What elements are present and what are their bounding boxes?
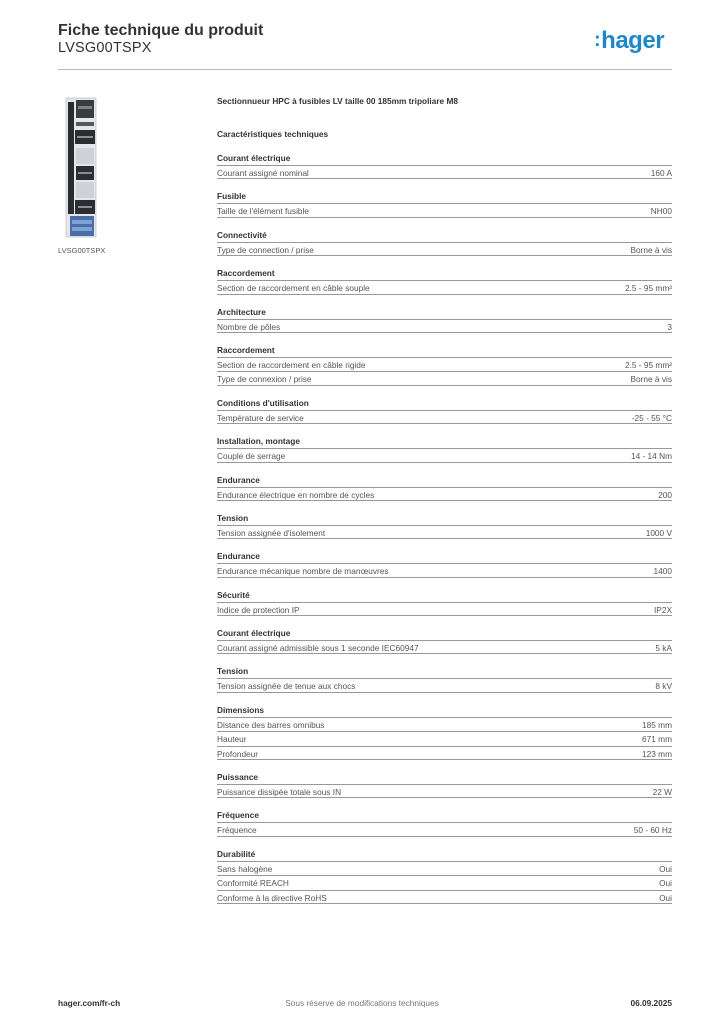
spec-label: Type de connexion / prise xyxy=(217,374,312,385)
spec-label: Sans halogène xyxy=(217,863,273,874)
spec-row xyxy=(217,563,672,577)
spec-label: Courant assigné nominal xyxy=(217,168,309,178)
spec-group xyxy=(217,588,672,616)
spec-label: Indice de protection IP xyxy=(217,604,300,615)
spec-group-name: Fusible xyxy=(217,191,247,202)
spec-value: IP2X xyxy=(654,604,672,615)
spec-group xyxy=(217,305,672,333)
spec-label: Courant assigné admissible sous 1 seconde IEC60947 xyxy=(217,643,419,654)
spec-value: 2.5 - 95 mm² xyxy=(624,359,672,370)
spec-group-name: Raccordement xyxy=(217,268,275,279)
spec-label: Fréquence xyxy=(217,825,257,836)
spec-group xyxy=(217,228,672,256)
spec-row xyxy=(217,746,672,760)
spec-label: Conformité REACH xyxy=(217,878,289,889)
spec-group-name: Tension xyxy=(217,666,249,677)
spec-group-name: Fréquence xyxy=(217,810,259,821)
spec-row xyxy=(217,890,672,904)
spec-group-name: Durabilité xyxy=(217,848,256,859)
header-divider xyxy=(58,69,672,70)
spec-value: Oui xyxy=(659,892,672,903)
spec-group-name: Architecture xyxy=(217,306,266,317)
spec-label: Section de raccordement en câble rigide xyxy=(217,359,366,370)
fuse-switch-icon xyxy=(58,96,106,239)
spec-value: 5 kA xyxy=(655,643,672,654)
product-specs xyxy=(217,96,672,914)
spec-row xyxy=(217,678,672,692)
spec-row xyxy=(217,280,672,294)
spec-group-name: Conditions d'utilisation xyxy=(217,397,309,408)
spec-group-name: Puissance xyxy=(217,772,259,783)
spec-value: 1000 V xyxy=(645,527,672,538)
spec-group-name: Sécurité xyxy=(217,589,250,600)
spec-row xyxy=(217,602,672,616)
spec-label: Endurance mécanique nombre de manœuvres xyxy=(217,566,389,577)
spec-label: Conforme à la directive RoHS xyxy=(217,892,327,903)
spec-label: Profondeur xyxy=(217,748,259,759)
product-image xyxy=(58,96,106,239)
spec-groups xyxy=(217,151,672,904)
footer-website: hager.com/fr-ch xyxy=(58,998,121,1008)
spec-row xyxy=(217,525,672,539)
spec-row xyxy=(217,319,672,333)
spec-group xyxy=(217,626,672,654)
spec-value: 160 A xyxy=(650,168,672,178)
spec-group xyxy=(217,473,672,501)
spec-row xyxy=(217,371,672,385)
spec-value: 671 mm xyxy=(642,734,672,745)
spec-label: Hauteur xyxy=(217,734,247,745)
spec-row xyxy=(217,822,672,836)
spec-value: 3 xyxy=(667,321,672,332)
section-heading: Caractéristiques techniques xyxy=(217,129,329,139)
spec-row xyxy=(217,242,672,256)
product-title: Sectionnueur HPC à fusibles LV taille 00 185mm tripoliare M8 xyxy=(217,96,458,106)
spec-group-name: Courant électrique xyxy=(217,153,291,163)
hager-logo: :hager xyxy=(594,27,665,54)
spec-group-name: Tension xyxy=(217,512,249,523)
spec-group xyxy=(217,847,672,904)
spec-value: 123 mm xyxy=(642,748,672,759)
spec-label: Nombre de pôles xyxy=(217,321,281,332)
spec-label: Puissance dissipée totale sous IN xyxy=(217,787,342,798)
spec-label: Distance des barres omnibus xyxy=(217,719,325,730)
spec-row xyxy=(217,784,672,798)
spec-group xyxy=(217,664,672,692)
spec-row xyxy=(217,165,672,179)
spec-group xyxy=(217,703,672,760)
spec-group xyxy=(217,151,672,179)
spec-row xyxy=(217,448,672,462)
spec-value: Oui xyxy=(659,863,672,874)
spec-group-name: Courant électrique xyxy=(217,628,291,639)
spec-row xyxy=(217,861,672,875)
spec-value: 1400 xyxy=(653,566,672,577)
spec-group-name: Installation, montage xyxy=(217,436,300,447)
spec-label: Tension assignée d'isolement xyxy=(217,527,326,538)
spec-label: Taille de l'élément fusible xyxy=(217,206,309,217)
spec-value: 8 kV xyxy=(655,681,672,692)
spec-group xyxy=(217,266,672,294)
spec-row xyxy=(217,487,672,501)
spec-group-name: Endurance xyxy=(217,551,260,562)
spec-group xyxy=(217,343,672,386)
spec-group-name: Raccordement xyxy=(217,344,275,355)
spec-row xyxy=(217,717,672,731)
spec-group xyxy=(217,808,672,836)
footer-notice: Sous réserve de modifications techniques xyxy=(285,998,439,1008)
spec-value: 22 W xyxy=(652,787,672,798)
product-reference: LVSG00TSPX xyxy=(58,40,152,56)
spec-label: Température de service xyxy=(217,412,304,423)
image-caption: LVSG00TSPX xyxy=(58,246,106,255)
spec-row xyxy=(217,203,672,217)
spec-value: NH00 xyxy=(650,206,672,217)
spec-value: -25 - 55 °C xyxy=(631,412,672,423)
spec-label: Section de raccordement en câble souple xyxy=(217,283,370,294)
spec-label: Endurance électrique en nombre de cycles xyxy=(217,489,375,500)
spec-value: 14 - 14 Nm xyxy=(630,451,672,462)
spec-group xyxy=(217,770,672,798)
spec-group xyxy=(217,549,672,577)
spec-value: 2.5 - 95 mm² xyxy=(624,283,672,294)
spec-row xyxy=(217,357,672,371)
spec-group-name: Dimensions xyxy=(217,704,265,715)
spec-label: Type de connection / prise xyxy=(217,244,314,255)
spec-value: 200 xyxy=(658,489,672,500)
spec-row xyxy=(217,731,672,745)
spec-value: Oui xyxy=(659,878,672,889)
spec-group xyxy=(217,189,672,217)
spec-value: 185 mm xyxy=(642,719,672,730)
logo-text: hager xyxy=(601,27,665,54)
footer-date: 06.09.2025 xyxy=(630,998,672,1008)
spec-row xyxy=(217,410,672,424)
spec-group xyxy=(217,511,672,539)
spec-row xyxy=(217,875,672,889)
spec-group-name: Endurance xyxy=(217,474,260,485)
spec-value: Borne à vis xyxy=(630,244,672,255)
page-title: Fiche technique du produit xyxy=(58,22,264,39)
spec-value: Borne à vis xyxy=(630,374,672,385)
spec-value: 50 - 60 Hz xyxy=(633,825,672,836)
spec-group xyxy=(217,434,672,462)
spec-label: Couple de serrage xyxy=(217,451,286,462)
spec-group-name: Connectivité xyxy=(217,229,267,240)
spec-group xyxy=(217,396,672,424)
spec-row xyxy=(217,640,672,654)
spec-label: Tension assignée de tenue aux chocs xyxy=(217,681,356,692)
